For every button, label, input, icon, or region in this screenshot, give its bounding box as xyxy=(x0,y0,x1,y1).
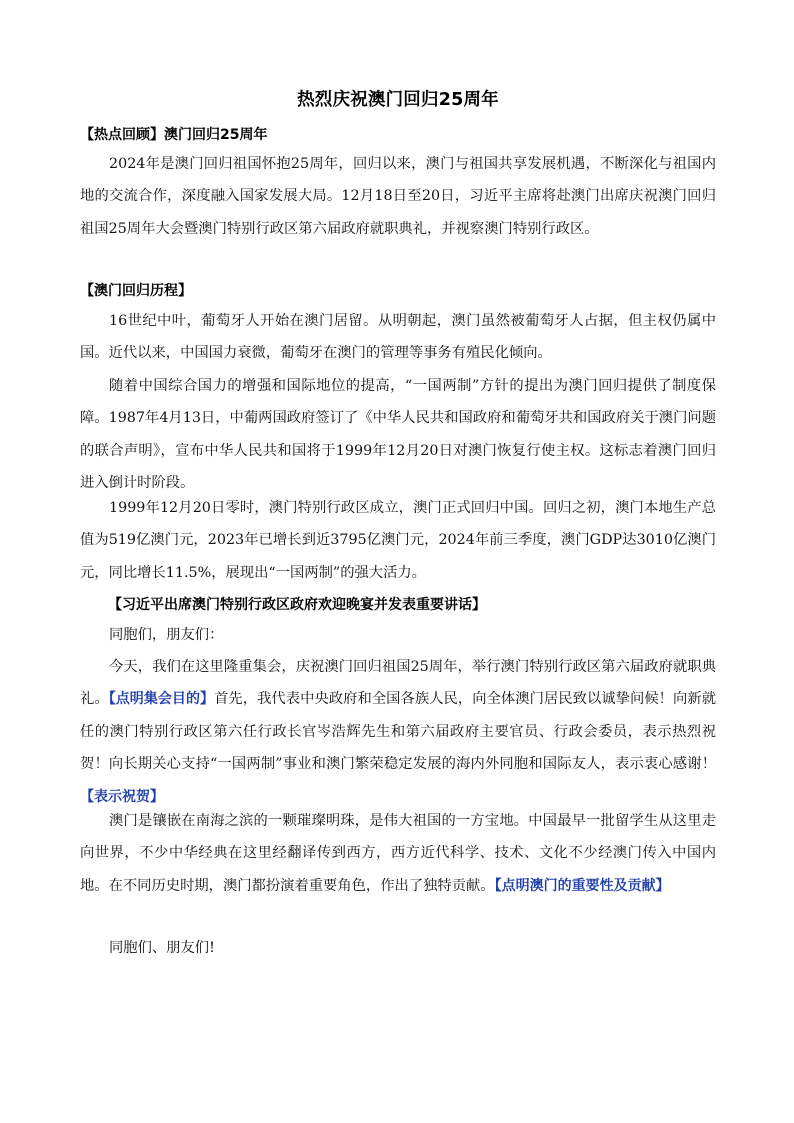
annotation-tag-meeting-purpose: 【点明集会目的】 xyxy=(108,691,215,708)
speech-greeting-1: 同胞们，朋友们： xyxy=(109,627,224,643)
speech-paragraph-2-text: 澳门是镶嵌在南海之滨的一颗璀璨明珠，是伟大祖国的一方宝地。中国最早一批留学生从这里走向世界，不少中华经典在这里经翻译传到西方，西方近代科学、技术、文化不少经澳门传入中国内地。在不同历史时期，澳门都扮演着重要角色，作出了独特贡献。 xyxy=(80,813,716,894)
paragraph-history-3: 1999年12月20日零时，澳门特别行政区成立，澳门正式回归中国。回归之初，澳门本地生产总值为519亿澳门元，2023年已增长到近3795亿澳门元，2024年前三季度，澳门GDP达3010亿澳门元，同比增长11.5%，展现出“一国两制”的强大活力。 xyxy=(80,500,716,581)
document-title: 热烈庆祝澳门回归25周年 xyxy=(297,90,499,110)
speech-greeting-2: 同胞们、朋友们! xyxy=(109,940,215,956)
section-heading-return-history: 【澳门回归历程】 xyxy=(80,283,192,299)
paragraph-intro: 2024年是澳门回归祖国怀抱25周年，回归以来，澳门与祖国共享发展机遇，不断深化与祖国内地的交流合作，深度融入国家发展大局。12月18日至20日，习近平主席将赴澳门出席庆祝澳门回归祖国25周年大会暨澳门特别行政区第六届政府就职典礼，并视察澳门特别行政区。 xyxy=(80,156,716,237)
speech-paragraph-1-text-a: 今天，我们在这里隆重集会，庆祝澳门回归祖国25周年，举行澳门特别行政区第六届政府就职典礼。 xyxy=(80,659,716,708)
section-heading-hot-review: 【热点回顾】澳门回归25周年 xyxy=(80,127,268,143)
speech-paragraph-1 xyxy=(80,651,716,813)
annotation-tag-importance: 【点明澳门的重要性及贡献】 xyxy=(494,877,670,894)
annotation-tag-congratulations: 【表示祝贺】 xyxy=(80,788,164,805)
paragraph-history-1: 16世纪中叶，葡萄牙人开始在澳门居留。从明朝起，澳门虽然被葡萄牙人占据，但主权仍属中国。近代以来，中国国力衰微，葡萄牙在澳门的管理等事务有殖民化倾向。 xyxy=(80,313,716,362)
speech-paragraph-2 xyxy=(80,805,716,902)
section-heading-speech: 【习近平出席澳门特别行政区政府欢迎晚宴并发表重要讲话】 xyxy=(108,597,486,613)
paragraph-history-2: 随着中国综合国力的增强和国际地位的提高，“一国两制”方针的提出为澳门回归提供了制度保障。1987年4月13日，中葡两国政府签订了《中华人民共和国政府和葡萄牙共和国政府关于澳门问题的联合声明》，宣布中华人民共和国将于1999年12月20日对澳门恢复行使主权。这标志着澳门回归进入倒计时阶段。 xyxy=(80,378,716,492)
speech-paragraph-1-text-b: 首先，我代表中央政府和全国各族人民，向全体澳门居民致以诚挚问候！向新就任的澳门特别行政区第六任行政长官岑浩辉先生和第六届政府主要官员、行政会委员，表示热烈祝贺！向长期关心支持“一国两制”事业和澳门繁荣稳定发展的海内外同胞和国际友人，表示衷心感谢！ xyxy=(80,691,717,773)
